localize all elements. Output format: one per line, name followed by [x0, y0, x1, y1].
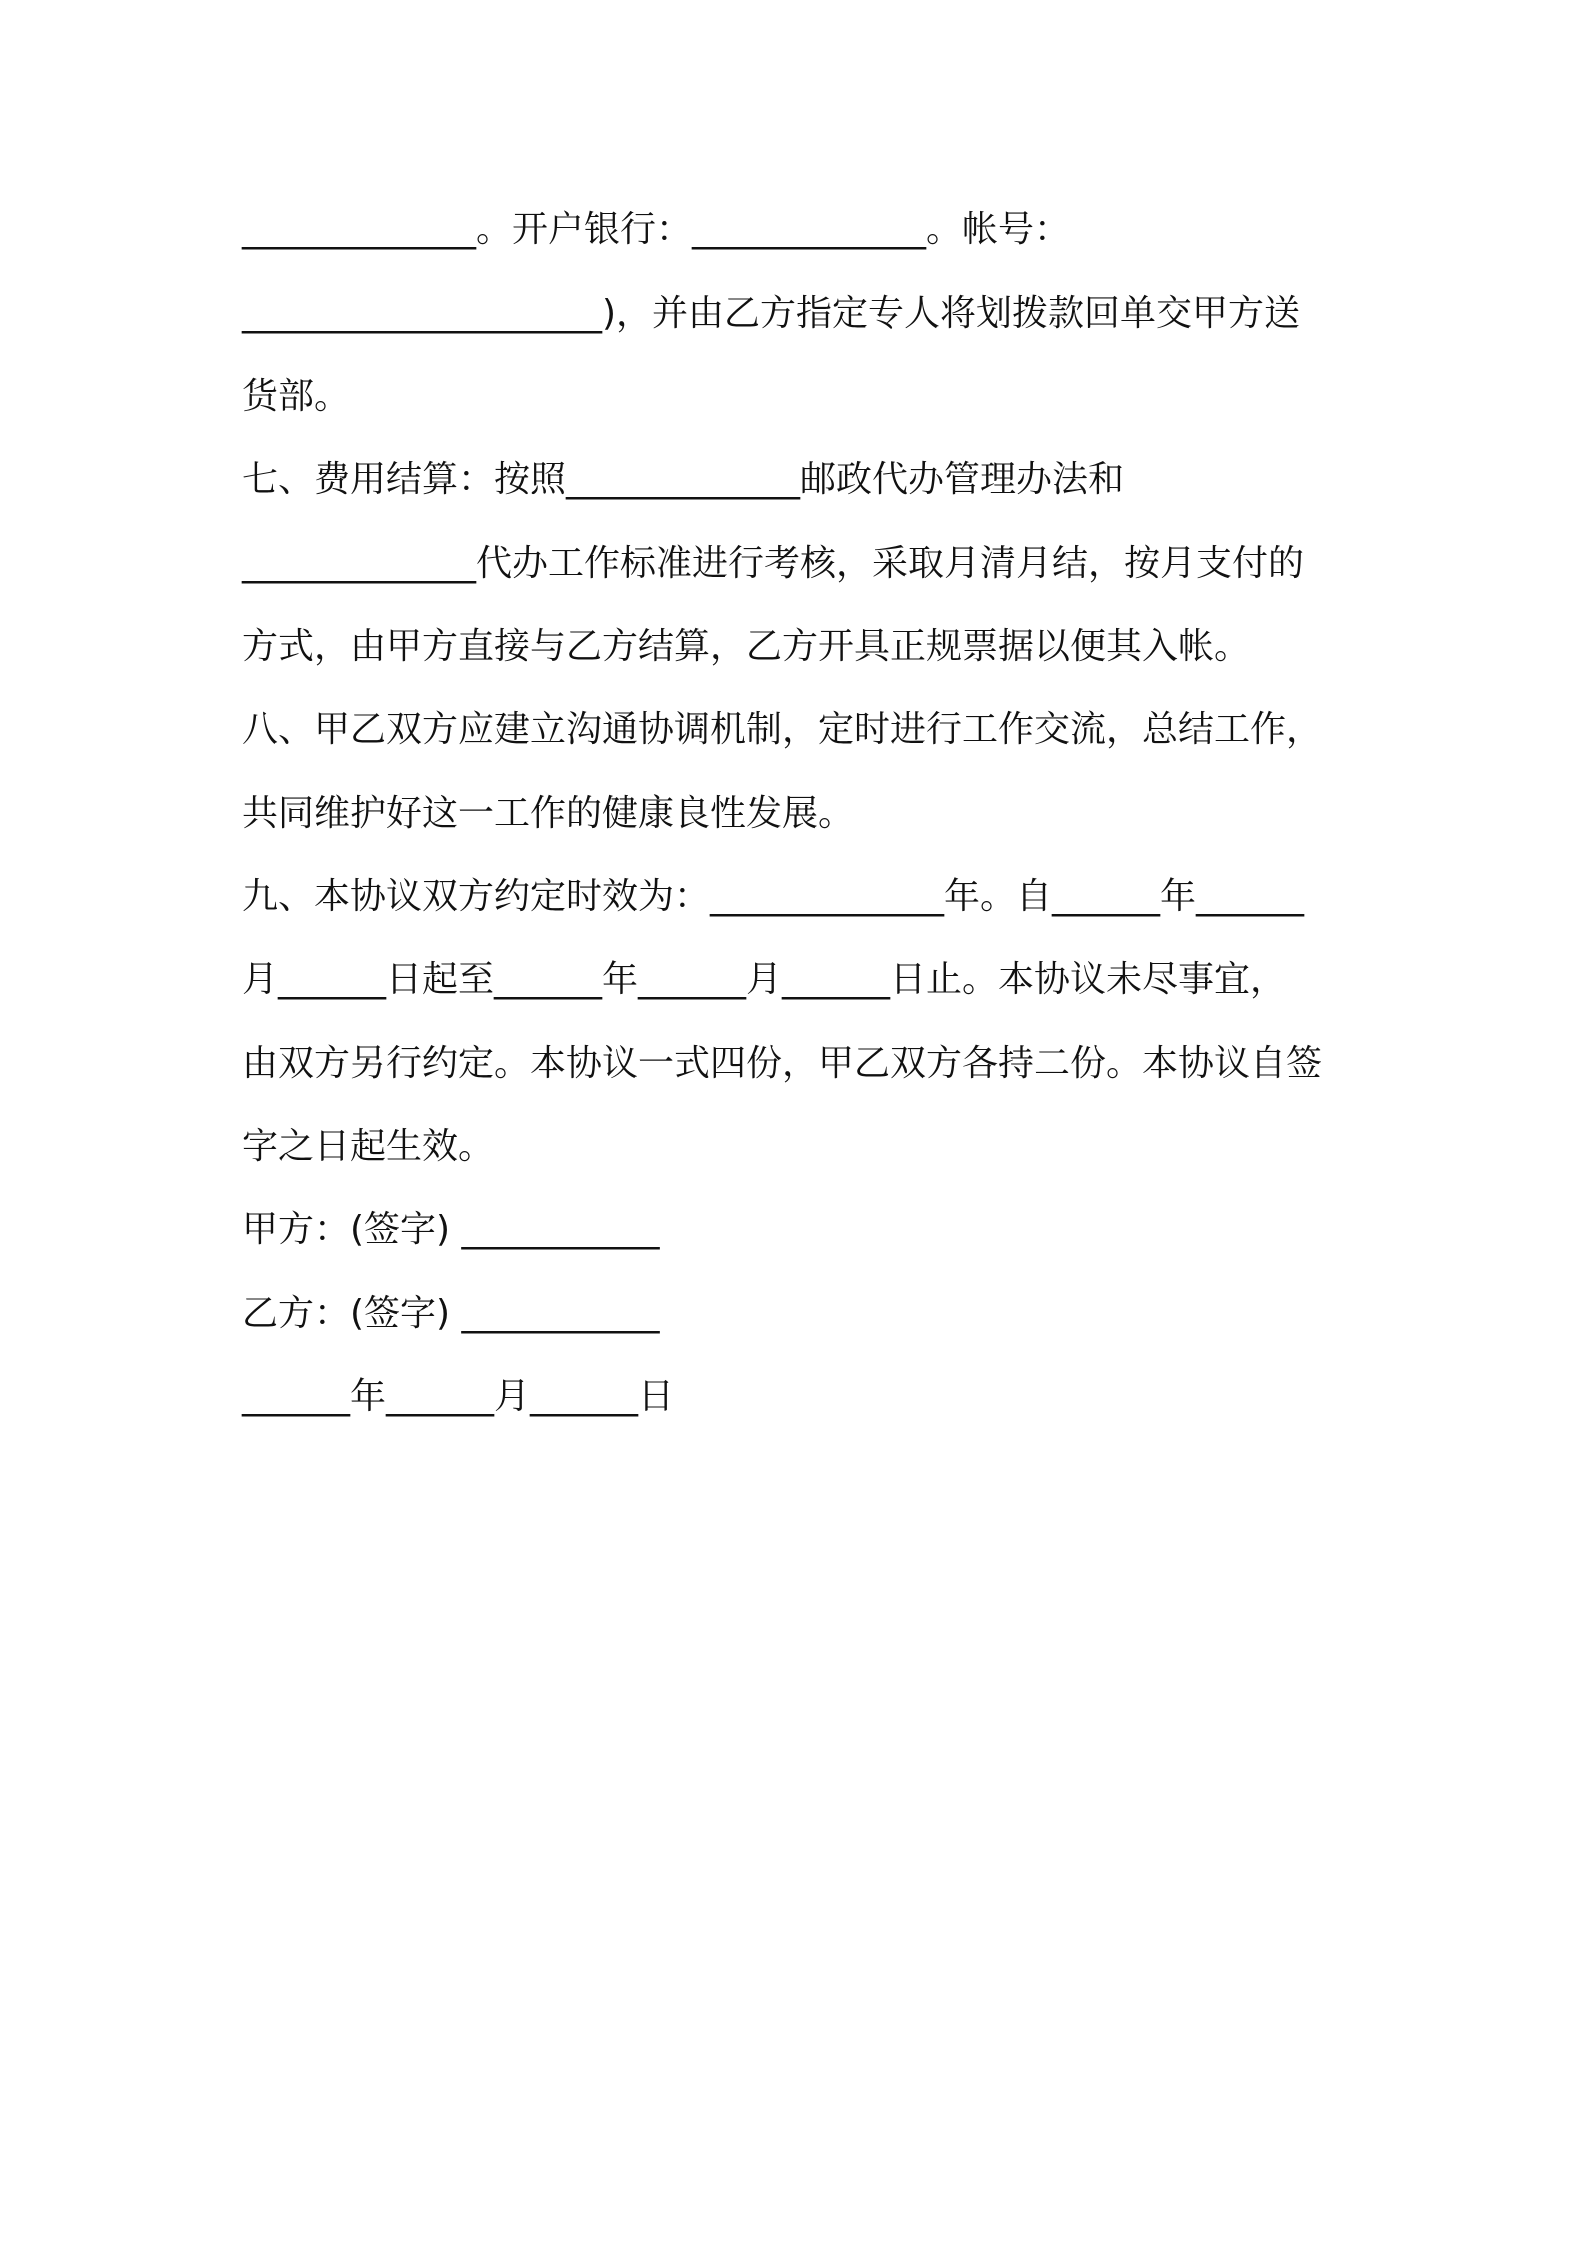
clause-nine-line-4: 字之日起生效。: [242, 1126, 495, 1167]
clause-nine-line-1: 九、本协议双方约定时效为：_____________年。自______年______: [242, 876, 1305, 917]
signature-date: ______年______月______日: [242, 1376, 674, 1417]
text-line-delivery-dept: 货部。: [242, 376, 351, 417]
clause-seven-line-1: 七、费用结算：按照_____________邮政代办管理办法和: [242, 459, 1125, 500]
text-line-bank-account: _____________。开户银行：_____________。帐号：: [242, 209, 1071, 250]
clause-seven-line-2: _____________代办工作标准进行考核，采取月清月结，按月支付的: [242, 543, 1305, 584]
clause-nine-line-3: 由双方另行约定。本协议一式四份，甲乙双方各持二份。本协议自签: [242, 1043, 1323, 1084]
party-b-signature: 乙方：(签字) ___________: [242, 1293, 660, 1334]
clause-eight-line-1: 八、甲乙双方应建立沟通协调机制，定时进行工作交流，总结工作，: [242, 709, 1323, 750]
party-a-signature: 甲方：(签字) ___________: [242, 1209, 660, 1250]
clause-seven-line-3: 方式，由甲方直接与乙方结算，乙方开具正规票据以便其入帐。: [242, 626, 1251, 667]
clause-nine-line-2: 月______日起至______年______月______日止。本协议未尽事宜，: [242, 959, 1287, 1000]
clause-eight-line-2: 共同维护好这一工作的健康良性发展。: [242, 793, 855, 834]
text-line-remittance: ____________________)，并由乙方指定专人将划拨款回单交甲方送: [242, 293, 1301, 334]
